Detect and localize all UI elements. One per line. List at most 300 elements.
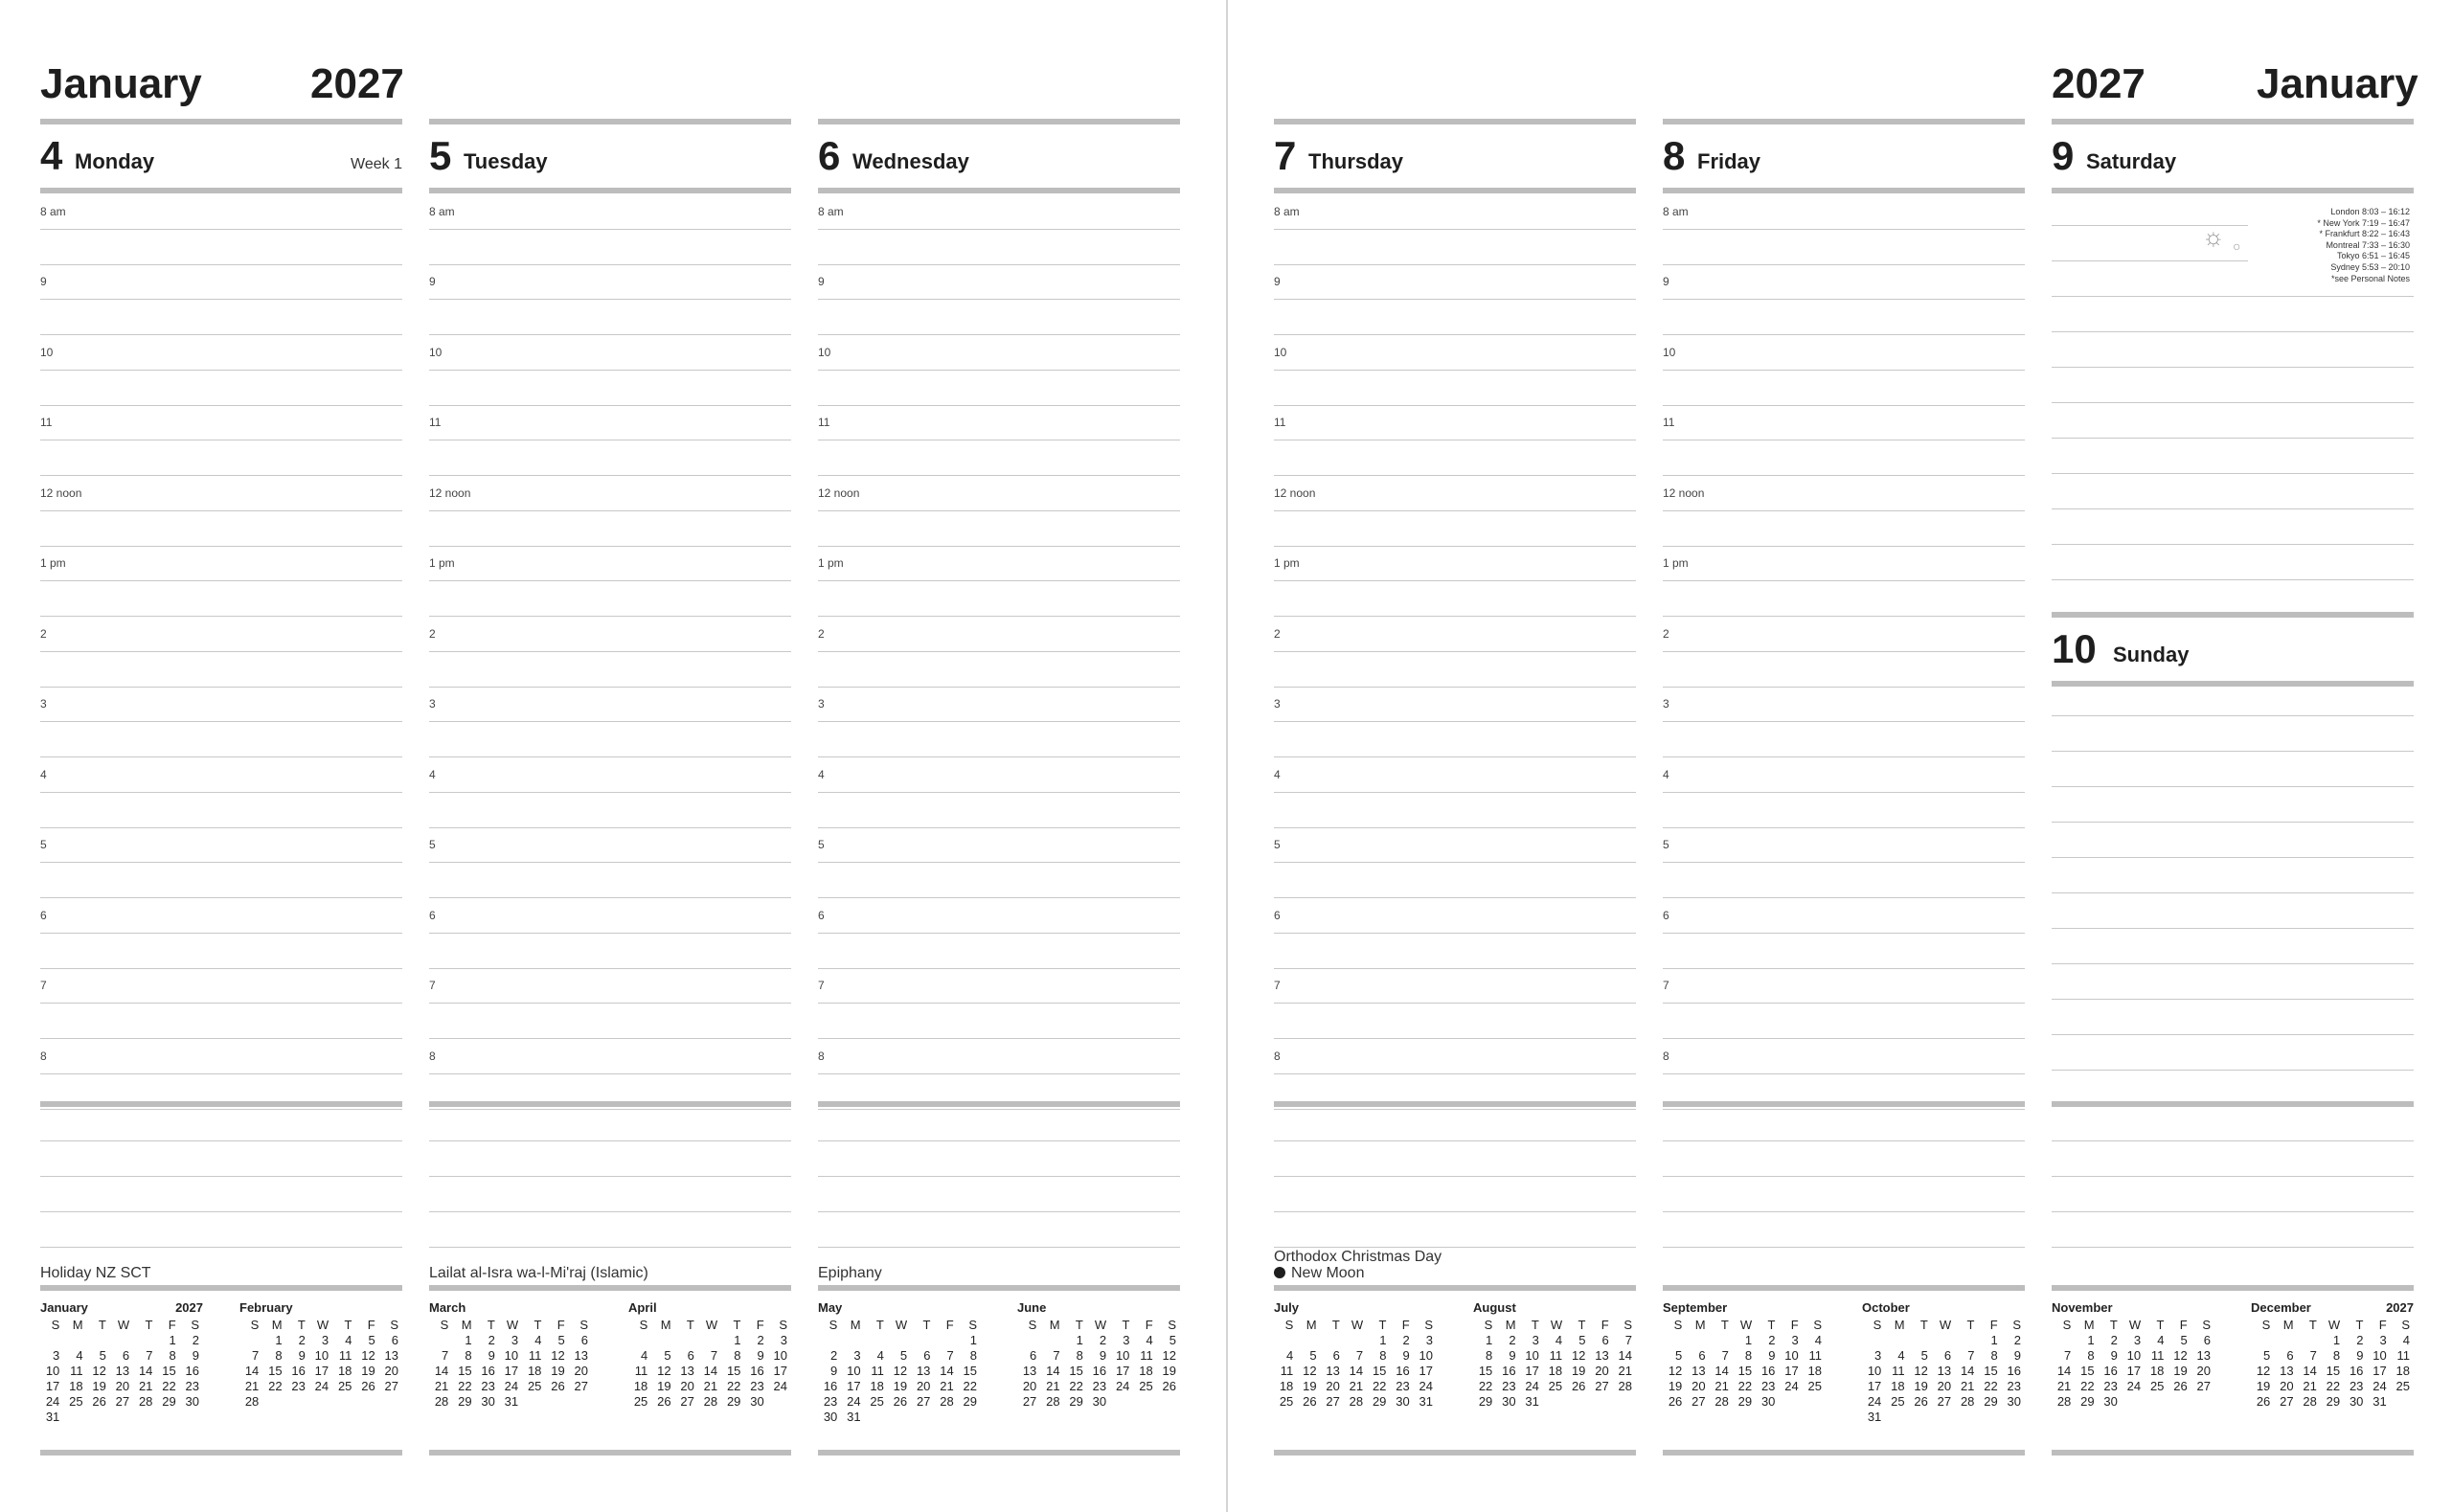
hour-line[interactable] <box>1274 299 1636 300</box>
hour-line[interactable] <box>818 651 1180 652</box>
half-hour-line[interactable] <box>429 897 791 898</box>
half-hour-line[interactable] <box>1274 405 1636 406</box>
mini-calendar-day: 28 <box>1046 1394 1060 1409</box>
note-line[interactable] <box>2052 999 2414 1000</box>
mini-calendar-day: 27 <box>916 1394 931 1409</box>
half-hour-line[interactable] <box>1274 546 1636 547</box>
day-top-rule <box>40 119 402 124</box>
mini-calendar-day: 7 <box>946 1348 954 1363</box>
half-hour-line[interactable] <box>40 1109 402 1110</box>
sun-time-line: Tokyo 6:51 – 16:45 <box>2336 251 2410 261</box>
note-line[interactable] <box>2052 1070 2414 1071</box>
mini-calendar-day: 26 <box>657 1394 671 1409</box>
mini-calendar-day: 8 <box>1990 1348 1998 1363</box>
half-hour-line[interactable] <box>818 897 1180 898</box>
mini-calendar-day: 21 <box>244 1379 260 1393</box>
mini-calendar-day: 4 <box>1814 1333 1822 1347</box>
mini-calendar-bottom-rule <box>818 1450 1180 1456</box>
hour-line[interactable] <box>40 651 402 652</box>
half-hour-line[interactable] <box>1274 264 1636 265</box>
note-line[interactable] <box>2052 579 2414 580</box>
moon-phase <box>1274 1265 1364 1282</box>
half-hour-line[interactable] <box>40 475 402 476</box>
hour-label: 4 <box>40 768 47 781</box>
mini-calendar-day: 3 <box>853 1348 861 1363</box>
note-line[interactable] <box>818 1140 1180 1141</box>
mini-calendar-day: 25 <box>1279 1394 1294 1409</box>
mini-calendar-day: 27 <box>1326 1394 1340 1409</box>
mini-calendar-day: 1 <box>465 1333 472 1347</box>
day-number: 6 <box>818 133 841 178</box>
hour-line[interactable] <box>1663 299 2025 300</box>
hour-label: 12 noon <box>1274 486 1316 500</box>
note-line[interactable] <box>2052 963 2414 964</box>
mini-calendar-week <box>1473 1348 1636 1364</box>
mini-calendar-day: 14 <box>244 1364 260 1378</box>
half-hour-line[interactable] <box>40 687 402 688</box>
hour-line[interactable] <box>40 1073 402 1074</box>
note-line[interactable] <box>2052 296 2414 297</box>
hour-line[interactable] <box>1274 580 1636 581</box>
hour-line[interactable] <box>818 721 1180 722</box>
note-line[interactable] <box>2052 715 2414 716</box>
hour-line[interactable] <box>1274 229 1636 230</box>
weekday-letter: S <box>390 1318 398 1332</box>
mini-calendar-day: 22 <box>1478 1379 1493 1393</box>
mini-calendar-day: 22 <box>1984 1379 1998 1393</box>
half-hour-line[interactable] <box>1274 616 1636 617</box>
note-line[interactable] <box>2052 331 2414 332</box>
weekday-letter: S <box>1284 1318 1294 1332</box>
sun-time-line: * New York 7:19 – 16:47 <box>2317 217 2410 228</box>
hour-line[interactable] <box>429 1003 791 1004</box>
mini-calendar <box>429 1300 592 1410</box>
hour-line[interactable] <box>1274 370 1636 371</box>
mini-calendar-day <box>63 1333 86 1348</box>
hour-line[interactable] <box>429 721 791 722</box>
note-line[interactable] <box>2052 1176 2414 1177</box>
half-hour-line[interactable] <box>1663 546 2025 547</box>
mini-calendar-day: 1 <box>734 1333 741 1347</box>
note-line[interactable] <box>2052 786 2414 787</box>
mini-calendar-day: 21 <box>1960 1379 1975 1393</box>
mini-calendar-week <box>1017 1364 1180 1379</box>
mini-calendar-day: 19 <box>2256 1379 2271 1393</box>
mini-calendar-day: 20 <box>115 1379 130 1393</box>
weekday-letter: S <box>2261 1318 2271 1332</box>
note-line[interactable] <box>2052 928 2414 929</box>
hour-line[interactable] <box>1663 1003 2025 1004</box>
hour-line[interactable] <box>1274 651 1636 652</box>
mini-calendar-day: 25 <box>870 1394 884 1409</box>
mini-calendar-week <box>628 1379 791 1394</box>
mini-calendar-header <box>628 1300 791 1316</box>
note-line[interactable] <box>429 1247 791 1248</box>
half-hour-line[interactable] <box>818 264 1180 265</box>
hour-line[interactable] <box>1663 370 2025 371</box>
note-line[interactable] <box>1274 1247 1636 1248</box>
hour-label: 9 <box>429 275 436 288</box>
note-line[interactable] <box>2052 508 2414 509</box>
hour-line[interactable] <box>40 1003 402 1004</box>
hour-line[interactable] <box>429 510 791 511</box>
mini-calendar-day: 13 <box>1595 1348 1609 1363</box>
hour-line[interactable] <box>818 299 1180 300</box>
half-hour-line[interactable] <box>40 827 402 828</box>
hour-line[interactable] <box>1274 510 1636 511</box>
hour-line[interactable] <box>429 229 791 230</box>
note-line[interactable] <box>40 1176 402 1177</box>
note-line[interactable] <box>40 1140 402 1141</box>
hour-line[interactable] <box>1663 721 2025 722</box>
mini-calendar-day: 27 <box>384 1379 398 1393</box>
half-hour-line[interactable] <box>40 334 402 335</box>
mini-calendar-month: February <box>239 1300 293 1315</box>
note-line[interactable] <box>1274 1211 1636 1212</box>
half-hour-line[interactable] <box>818 1038 1180 1039</box>
note-line[interactable] <box>40 1211 402 1212</box>
hour-line[interactable] <box>40 299 402 300</box>
mini-calendar-week <box>1862 1364 2025 1379</box>
mini-calendar-week <box>429 1348 592 1364</box>
mini-calendar-day: 27 <box>574 1379 588 1393</box>
note-line[interactable] <box>40 1247 402 1248</box>
half-hour-line[interactable] <box>818 827 1180 828</box>
right-month-title: January <box>2257 60 2418 107</box>
note-line[interactable] <box>2052 751 2414 752</box>
hour-label: 4 <box>429 768 436 781</box>
note-line[interactable] <box>818 1176 1180 1177</box>
hour-line[interactable] <box>818 862 1180 863</box>
hour-line[interactable] <box>1663 510 2025 511</box>
hour-line[interactable] <box>1274 1073 1636 1074</box>
mini-calendar-day: 5 <box>1675 1348 1683 1363</box>
half-hour-line[interactable] <box>429 405 791 406</box>
hour-line[interactable] <box>1663 1073 2025 1074</box>
half-hour-line[interactable] <box>40 405 402 406</box>
weekday-letter: M <box>1894 1318 1905 1332</box>
hour-label: 2 <box>40 627 47 641</box>
hour-label: 8 am <box>1274 205 1300 218</box>
day-top-rule <box>1274 119 1636 124</box>
half-hour-line[interactable] <box>40 968 402 969</box>
mini-calendar-day: 22 <box>2326 1379 2341 1393</box>
hour-label: 7 <box>818 979 825 992</box>
half-hour-line[interactable] <box>1663 756 2025 757</box>
mini-calendar-day: 8 <box>1379 1348 1387 1363</box>
hour-line[interactable] <box>818 1073 1180 1074</box>
weekday-letter: T <box>1720 1318 1729 1332</box>
hour-line[interactable] <box>40 862 402 863</box>
mini-calendar-top-rule <box>40 1285 402 1291</box>
mini-calendar-day <box>2002 1410 2025 1425</box>
hour-line[interactable] <box>1663 580 2025 581</box>
sun-times <box>2317 207 2410 284</box>
mini-calendar-day: 23 <box>823 1394 838 1409</box>
half-hour-line[interactable] <box>429 264 791 265</box>
mini-calendar-day: 1 <box>169 1333 176 1347</box>
half-hour-line[interactable] <box>1663 827 2025 828</box>
note-line[interactable] <box>1274 1140 1636 1141</box>
half-hour-line[interactable] <box>1274 827 1636 828</box>
mini-calendar-week <box>2251 1394 2414 1410</box>
half-hour-line[interactable] <box>429 334 791 335</box>
mini-calendar-day <box>768 1394 791 1410</box>
mini-calendar-week <box>429 1333 592 1348</box>
mini-calendar-day: 9 <box>1509 1348 1516 1363</box>
mini-calendar-month: December <box>2251 1300 2311 1315</box>
mini-calendar-day: 23 <box>481 1379 495 1393</box>
mini-calendar-day: 5 <box>1169 1333 1176 1347</box>
half-hour-line[interactable] <box>1663 687 2025 688</box>
mini-calendar-week <box>1473 1364 1636 1379</box>
note-line[interactable] <box>2052 1211 2414 1212</box>
hour-line[interactable] <box>40 792 402 793</box>
half-hour-line[interactable] <box>1663 334 2025 335</box>
mini-calendar-day <box>1297 1333 1320 1348</box>
hour-line[interactable] <box>40 580 402 581</box>
mini-calendar-day: 21 <box>1046 1379 1060 1393</box>
right-year-title: 2027 <box>2052 60 2146 107</box>
mini-calendar-day: 15 <box>2080 1364 2095 1378</box>
mini-calendar-day <box>180 1410 203 1425</box>
mini-calendar-day: 27 <box>680 1394 694 1409</box>
note-line[interactable] <box>1663 1176 2025 1177</box>
half-hour-line[interactable] <box>429 968 791 969</box>
weekday-letter: F <box>2179 1318 2188 1332</box>
half-hour-line[interactable] <box>1274 475 1636 476</box>
half-hour-line[interactable] <box>818 968 1180 969</box>
hour-line[interactable] <box>40 229 402 230</box>
half-hour-line[interactable] <box>429 827 791 828</box>
note-line[interactable] <box>2052 402 2414 403</box>
mini-calendar-week <box>1274 1379 1437 1394</box>
mini-calendar-header <box>1017 1300 1180 1316</box>
hour-line[interactable] <box>818 792 1180 793</box>
note-line[interactable] <box>2052 857 2414 858</box>
half-hour-line[interactable] <box>818 405 1180 406</box>
hour-line[interactable] <box>429 933 791 934</box>
note-line[interactable] <box>429 1140 791 1141</box>
mini-calendar-day: 21 <box>1618 1364 1632 1378</box>
note-line[interactable] <box>2052 1034 2414 1035</box>
note-line[interactable] <box>429 1176 791 1177</box>
mini-calendar-day <box>1133 1394 1156 1410</box>
mini-calendar-day: 11 <box>2150 1348 2165 1363</box>
half-hour-line[interactable] <box>818 1109 1180 1110</box>
half-hour-line[interactable] <box>1274 687 1636 688</box>
hour-line[interactable] <box>40 370 402 371</box>
half-hour-line[interactable] <box>1663 968 2025 969</box>
half-hour-line[interactable] <box>1274 897 1636 898</box>
hour-line[interactable] <box>429 651 791 652</box>
half-hour-line[interactable] <box>1663 405 2025 406</box>
half-hour-line[interactable] <box>1663 264 2025 265</box>
mini-calendar-day: 14 <box>1618 1348 1632 1363</box>
hour-line[interactable] <box>1274 721 1636 722</box>
half-hour-line[interactable] <box>429 756 791 757</box>
half-hour-line[interactable] <box>429 616 791 617</box>
hour-label: 7 <box>1274 979 1281 992</box>
half-hour-line[interactable] <box>1663 897 2025 898</box>
note-line[interactable] <box>2052 367 2414 368</box>
weekday-letter: S <box>2401 1318 2410 1332</box>
half-hour-line[interactable] <box>1663 475 2025 476</box>
half-hour-line[interactable] <box>818 546 1180 547</box>
mini-calendar-day: 17 <box>847 1379 861 1393</box>
mini-calendar-day: 28 <box>2303 1394 2317 1409</box>
day-header-rule <box>1663 188 2025 193</box>
note-line[interactable] <box>1663 1247 2025 1248</box>
half-hour-line[interactable] <box>40 264 402 265</box>
weekday-letter: S <box>250 1318 260 1332</box>
mini-calendar-day: 17 <box>2373 1364 2387 1378</box>
mini-calendar-day: 6 <box>580 1333 588 1347</box>
note-line[interactable] <box>2052 473 2414 474</box>
half-hour-line[interactable] <box>1663 1038 2025 1039</box>
mini-calendar-day: 15 <box>1737 1364 1753 1378</box>
half-hour-line[interactable] <box>818 616 1180 617</box>
half-hour-line[interactable] <box>429 1038 791 1039</box>
note-line[interactable] <box>1663 1140 2025 1141</box>
mini-calendar-day: 14 <box>2056 1364 2072 1378</box>
half-hour-line[interactable] <box>818 756 1180 757</box>
weekday-letter: M <box>271 1318 283 1332</box>
half-hour-line[interactable] <box>40 546 402 547</box>
hour-line[interactable] <box>1663 862 2025 863</box>
weekday-letter: W <box>2128 1318 2142 1332</box>
mini-calendar-day <box>1566 1394 1589 1410</box>
mini-calendar-week <box>239 1333 402 1348</box>
half-hour-line[interactable] <box>429 687 791 688</box>
hour-line[interactable] <box>40 933 402 934</box>
note-line[interactable] <box>1274 1176 1636 1177</box>
note-line[interactable] <box>1663 1211 2025 1212</box>
hour-label: 2 <box>429 627 436 641</box>
weekday-letter: F <box>2378 1318 2387 1332</box>
hour-line[interactable] <box>818 933 1180 934</box>
note-line[interactable] <box>2052 892 2414 893</box>
half-hour-line[interactable] <box>1274 756 1636 757</box>
half-hour-line[interactable] <box>1663 616 2025 617</box>
half-hour-line[interactable] <box>40 616 402 617</box>
hour-line[interactable] <box>429 580 791 581</box>
hour-line[interactable] <box>429 370 791 371</box>
mini-calendar-day: 27 <box>115 1394 130 1409</box>
mini-calendar-day: 4 <box>876 1348 884 1363</box>
mini-calendar-day: 25 <box>1139 1379 1153 1393</box>
half-hour-line[interactable] <box>40 756 402 757</box>
weekday-letter: F <box>756 1318 764 1332</box>
mini-calendar-day: 23 <box>2007 1379 2021 1393</box>
hour-line[interactable] <box>818 510 1180 511</box>
note-line[interactable] <box>818 1211 1180 1212</box>
hour-line[interactable] <box>1274 933 1636 934</box>
mini-calendar-weekdays <box>628 1318 791 1333</box>
hour-line[interactable] <box>818 229 1180 230</box>
mini-calendar-day: 14 <box>1960 1364 1975 1378</box>
mini-calendar-day <box>1110 1394 1133 1410</box>
half-hour-line[interactable] <box>429 475 791 476</box>
mini-calendar <box>1017 1300 1180 1410</box>
hour-line[interactable] <box>1274 1003 1636 1004</box>
half-hour-line[interactable] <box>40 1038 402 1039</box>
mini-calendar-bottom-rule <box>2052 1450 2414 1456</box>
weekday-letter: S <box>579 1318 588 1332</box>
mini-calendar-day: 31 <box>2373 1394 2387 1409</box>
mini-calendar-day: 20 <box>384 1364 398 1378</box>
note-line[interactable] <box>2052 822 2414 823</box>
hour-line[interactable] <box>429 1073 791 1074</box>
mini-calendar-day: 14 <box>1349 1364 1364 1378</box>
mini-calendar-day: 5 <box>2263 1348 2271 1363</box>
half-hour-line[interactable] <box>429 1109 791 1110</box>
hour-line[interactable] <box>429 792 791 793</box>
hour-line[interactable] <box>818 370 1180 371</box>
day-name: Saturday <box>2086 149 2177 173</box>
sun-time-line: London 8:03 – 16:12 <box>2330 207 2410 216</box>
mini-calendar-day: 30 <box>1092 1394 1107 1409</box>
mini-calendar-day: 13 <box>680 1364 694 1378</box>
mini-calendar-day: 3 <box>1123 1333 1130 1347</box>
mini-calendar-day: 23 <box>1396 1379 1410 1393</box>
half-hour-line[interactable] <box>818 334 1180 335</box>
hour-line[interactable] <box>1663 229 2025 230</box>
mini-calendar-day: 12 <box>1162 1348 1176 1363</box>
day-top-rule <box>1663 119 2025 124</box>
hour-line[interactable] <box>40 721 402 722</box>
notes-top-rule <box>818 1101 1180 1107</box>
hour-line[interactable] <box>429 862 791 863</box>
note-line[interactable] <box>2052 1247 2414 1248</box>
half-hour-line[interactable] <box>1274 968 1636 969</box>
half-hour-line[interactable] <box>1274 1038 1636 1039</box>
note-line[interactable] <box>429 1211 791 1212</box>
half-hour-line[interactable] <box>1274 334 1636 335</box>
hour-line[interactable] <box>40 510 402 511</box>
mini-calendar-day: 6 <box>1601 1333 1609 1347</box>
hour-line[interactable] <box>1274 792 1636 793</box>
half-hour-line[interactable] <box>818 475 1180 476</box>
hour-line[interactable] <box>1663 792 2025 793</box>
sunset-icon: ○ <box>2233 238 2241 254</box>
mini-calendar-week <box>1862 1379 2025 1394</box>
mini-calendar-day: 20 <box>2196 1364 2211 1378</box>
hour-line[interactable] <box>1274 862 1636 863</box>
hour-label: 6 <box>429 909 436 922</box>
note-line[interactable] <box>2052 544 2414 545</box>
mini-calendar-day: 28 <box>138 1394 153 1409</box>
mini-calendar-day: 29 <box>1372 1394 1387 1409</box>
mini-calendar-header <box>1862 1300 2025 1316</box>
hour-line[interactable] <box>1663 933 2025 934</box>
note-line[interactable] <box>2052 1140 2414 1141</box>
half-hour-line[interactable] <box>429 546 791 547</box>
half-hour-line[interactable] <box>1274 1109 1636 1110</box>
note-line[interactable] <box>2052 438 2414 439</box>
hour-line[interactable] <box>429 299 791 300</box>
note-line[interactable] <box>818 1247 1180 1248</box>
hour-line[interactable] <box>1663 651 2025 652</box>
mini-calendar-day: 29 <box>2080 1394 2095 1409</box>
half-hour-line[interactable] <box>40 897 402 898</box>
hour-line[interactable] <box>818 580 1180 581</box>
mini-calendar-day: 25 <box>527 1379 542 1393</box>
mini-calendar-day: 4 <box>641 1348 648 1363</box>
half-hour-line[interactable] <box>818 687 1180 688</box>
half-hour-line[interactable] <box>1663 1109 2025 1110</box>
hour-line[interactable] <box>818 1003 1180 1004</box>
